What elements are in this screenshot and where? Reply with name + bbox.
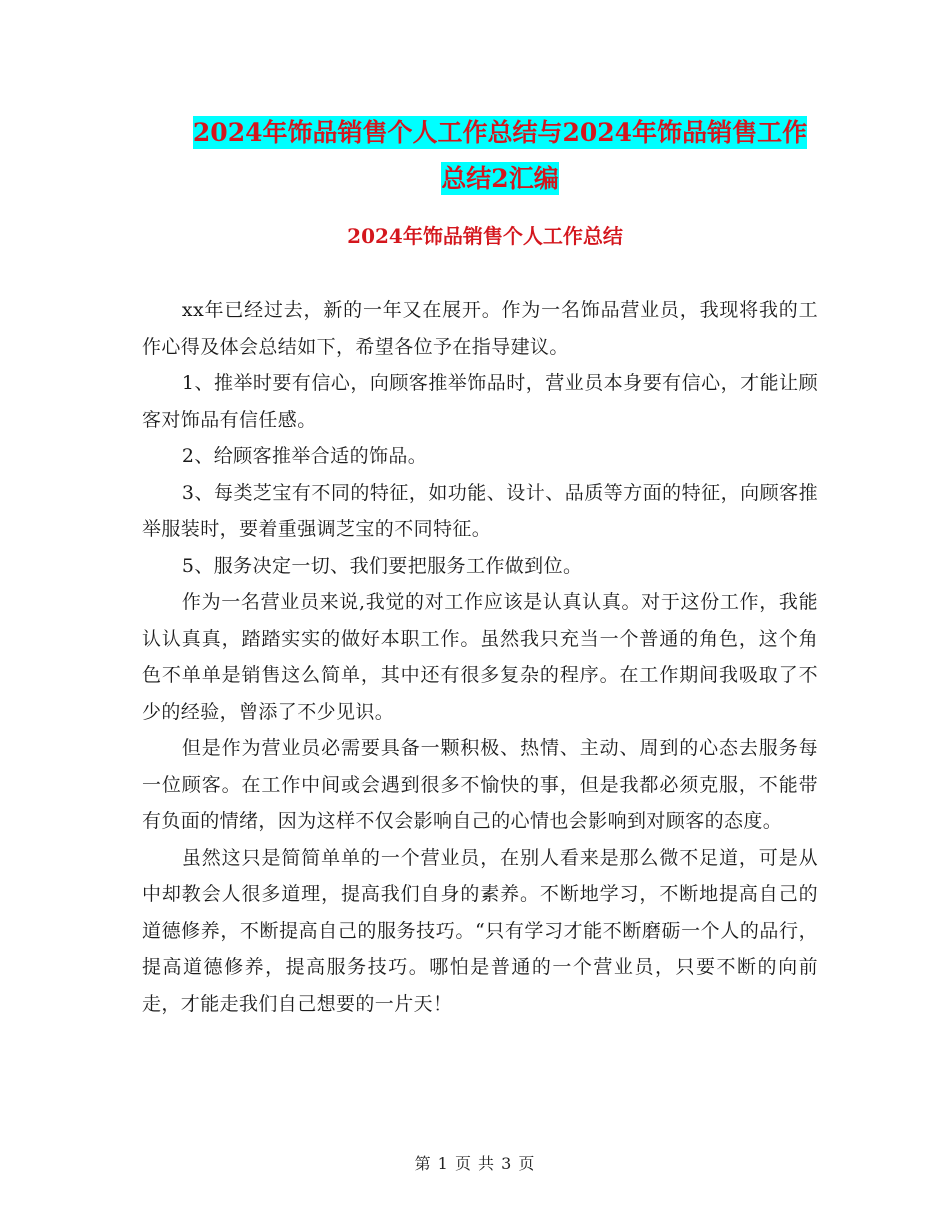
paragraph: 3、每类芝宝有不同的特征，如功能、设计、品质等方面的特征，向顾客推举服装时，要着重强调芝宝的不同特征。 xyxy=(142,481,818,540)
section-title: 2024年饰品销售个人工作总结 xyxy=(347,224,623,248)
paragraph: 虽然这只是简简单单的一个营业员，在别人看来是那么微不足道，可是从中却教会人很多道理，提高我们自身的素养。不断地学习，不断地提高自己的道德修养，不断提高自己的服务技巧。“只有学习才能不断磨砺一个人的品行，提高道德修养，提高服务技巧。哪怕是普通的一个营业员，只要不断的向前走，才能走我们自己想要的一片天！ xyxy=(142,846,818,1015)
paragraph: 2、给顾客推举合适的饰品。 xyxy=(181,445,428,467)
paragraph: xx年已经过去，新的一年又在展开。作为一名饰品营业员，我现将我的工作心得及体会总结如下，希望各位予在指导建议。 xyxy=(142,299,818,358)
page-number-footer: 第 1 页 共 3 页 xyxy=(414,1154,536,1173)
paragraph: 作为一名营业员来说,我觉的对工作应该是认真认真。对于这份工作，我能认认真真，踏踏实实的做好本职工作。虽然我只充当一个普通的角色，这个角色不单单是销售这么简单，其中还有很多复杂的程序。在工作期间我吸取了不少的经验，曾添了不少见识。 xyxy=(142,591,818,723)
document-body xyxy=(142,292,818,1022)
paragraph: 但是作为营业员必需要具备一颗积极、热情、主动、周到的心态去服务每一位顾客。在工作中间或会遇到很多不愉快的事，但是我都必须克服，不能带有负面的情绪，因为这样不仅会影响自己的心情也会影响到对顾客的态度。 xyxy=(142,737,818,832)
document-title xyxy=(140,110,860,202)
document-title-line-2: 总结2汇编 xyxy=(441,164,559,193)
paragraph: 1、推举时要有信心，向顾客推举饰品时，营业员本身要有信心，才能让顾客对饰品有信任感。 xyxy=(142,372,818,431)
document-title-line-1: 2024年饰品销售个人工作总结与2024年饰品销售工作 xyxy=(192,118,808,147)
paragraph: 5、服务决定一切、我们要把服务工作做到位。 xyxy=(181,554,583,577)
